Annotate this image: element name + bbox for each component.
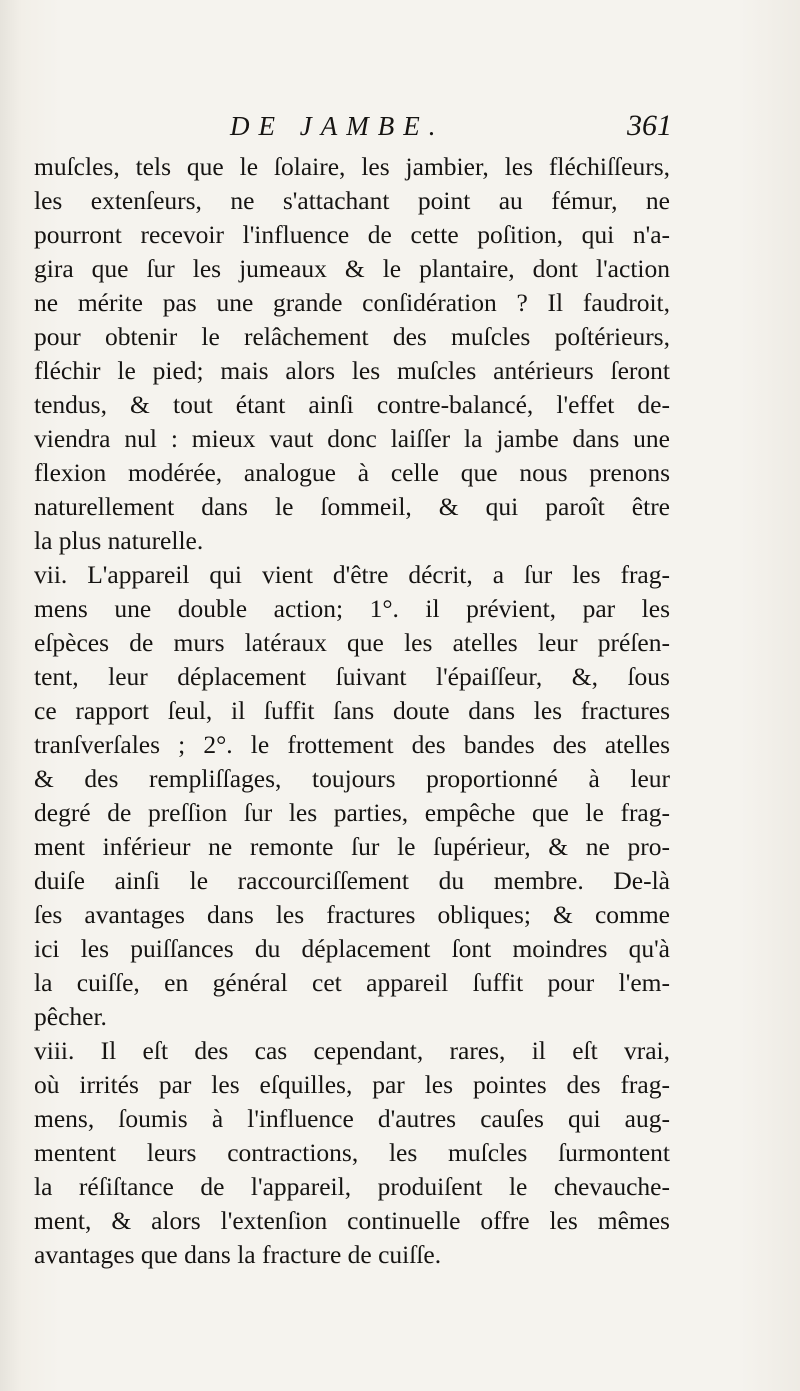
text-line: tent, leur déplacement ſuivant l'épaiſſeur, &, ſous: [34, 662, 670, 691]
text-line: la cuiſſe, en général cet appareil ſuffit pour l'em-: [34, 968, 670, 997]
text-line: pourront recevoir l'influence de cette poſition, qui n'a-: [34, 220, 670, 249]
text-line: mens, ſoumis à l'influence d'autres cauſes qui aug-: [34, 1104, 670, 1133]
page-header: [34, 108, 670, 148]
text-line: pour obtenir le relâchement des muſcles poſtérieurs,: [34, 322, 670, 351]
paragraph-end-line: avantages que dans la fracture de cuiſſe.: [34, 1240, 442, 1269]
text-line: tranſverſales ; 2°. le frottement des bandes des atelles: [34, 730, 670, 759]
paragraph-end-line: pêcher.: [34, 1002, 107, 1031]
text-line: ſes avantages dans les fractures obliques; & comme: [34, 900, 670, 929]
page-number: 361: [627, 109, 672, 142]
text-line: gira que ſur les jumeaux & le plantaire, dont l'action: [34, 254, 670, 283]
text-line: mens une double action; 1°. il prévient, par les: [34, 594, 670, 623]
section-vii-first-line: vii. L'appareil qui vient d'être décrit, a ſur les frag-: [34, 560, 670, 589]
text-line: duiſe ainſi le raccourciſſement du membre. De-là: [34, 866, 670, 895]
paragraph-end-line: la plus naturelle.: [34, 526, 204, 555]
text-line: ici les puiſſances du déplacement ſont moindres qu'à: [34, 934, 670, 963]
section-viii-first-line: viii. Il eſt des cas cependant, rares, il eſt vrai,: [34, 1036, 670, 1065]
text-line: où irrités par les eſquilles, par les pointes des frag-: [34, 1070, 670, 1099]
running-head: DE JAMBE.: [230, 111, 445, 141]
text-line: & des rempliſſages, toujours proportionné à leur: [34, 764, 670, 793]
text-line: mentent leurs contractions, les muſcles ſurmontent: [34, 1138, 670, 1167]
text-line: fléchir le pied; mais alors les muſcles antérieurs ſeront: [34, 356, 670, 385]
text-line: flexion modérée, analogue à celle que nous prenons: [34, 458, 670, 487]
text-line: tendus, & tout étant ainſi contre-balancé, l'effet de-: [34, 390, 670, 419]
text-line: degré de preſſion ſur les parties, empêche que le frag-: [34, 798, 670, 827]
text-line: les extenſeurs, ne s'attachant point au fémur, ne: [34, 186, 670, 215]
text-line: ment, & alors l'extenſion continuelle offre les mêmes: [34, 1206, 670, 1235]
text-line: naturellement dans le ſommeil, & qui paroît être: [34, 492, 670, 521]
text-line: la réſiſtance de l'appareil, produiſent le chevauche-: [34, 1172, 670, 1201]
text-line: ne mérite pas une grande conſidération ? Il faudroit,: [34, 288, 670, 317]
body-text: [34, 150, 670, 1272]
text-line: eſpèces de murs latéraux que les atelles leur préſen-: [34, 628, 670, 657]
text-line: viendra nul : mieux vaut donc laiſſer la jambe dans une: [34, 424, 670, 453]
text-line: ment inférieur ne remonte ſur le ſupérieur, & ne pro-: [34, 832, 670, 861]
text-line: muſcles, tels que le ſolaire, les jambier, les fléchiſſeurs,: [34, 152, 670, 181]
text-line: ce rapport ſeul, il ſuffit ſans doute dans les fractures: [34, 696, 670, 725]
